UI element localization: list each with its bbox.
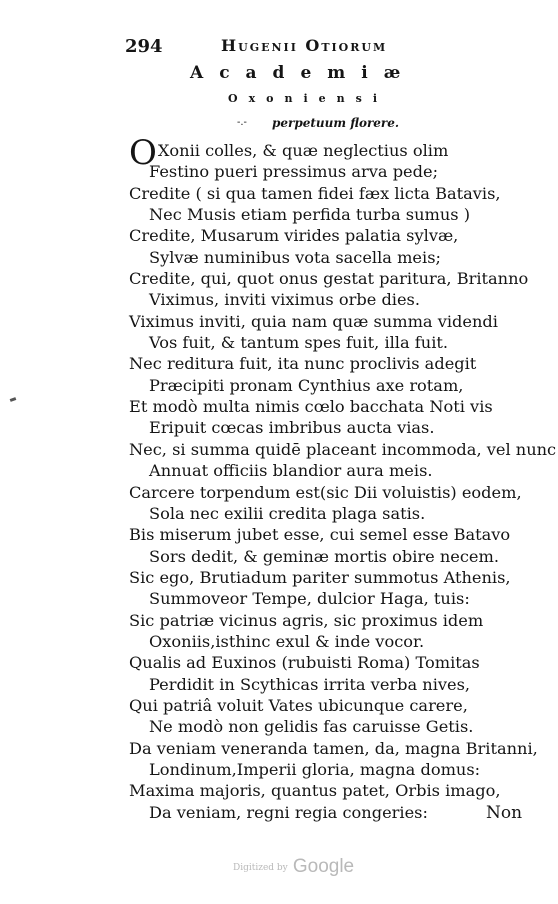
poem-line: Londinum,Imperii gloria, magna domus: xyxy=(149,759,481,779)
poem-line: Carcere torpendum est(sic Dii voluistis) eodem, xyxy=(129,482,522,502)
poem-line: Nec Musis etiam perfida turba sumus ) xyxy=(149,205,471,225)
poem-line: Qui patriâ voluit Vates ubicunque carere, xyxy=(129,695,468,715)
poem-line: Et modò multa nimis cœlo bacchata Noti vis xyxy=(129,397,493,417)
poem-line: Maxima majoris, quantus patet, Orbis imago, xyxy=(129,781,501,801)
digitization-credit xyxy=(233,856,354,878)
poem-line: Da veniam, regni regia congeries: xyxy=(149,802,428,822)
heading-line-1: Academiæ xyxy=(190,63,417,83)
margin-mark xyxy=(10,397,17,402)
poem-line: Festino pueri pressimus arva pede; xyxy=(149,162,439,182)
poem-line: Vos fuit, & tantum spes fuit, illa fuit. xyxy=(149,333,449,353)
poem-line: Bis miserum jubet esse, cui semel esse Batavo xyxy=(129,525,511,545)
poem-line: Sylvæ numinibus vota sacella meis; xyxy=(149,247,441,267)
running-title: Hugenii Otiorum xyxy=(221,36,388,55)
page-number: 294 xyxy=(125,36,163,57)
poem-line: Eripuit cœcas imbribus aucta vias. xyxy=(149,418,435,438)
poem-line: Da veniam veneranda tamen, da, magna Britanni, xyxy=(129,738,538,758)
poem-line: OXonii colles, & quæ neglectius olim xyxy=(129,133,449,173)
poem-line: Sors dedit, & geminæ mortis obire necem. xyxy=(149,546,499,566)
poem-body xyxy=(129,133,557,823)
ornament-mark: -.- xyxy=(237,117,247,128)
poem-line: Nec, si summa quidē placeant incommoda, vel nunc xyxy=(129,439,557,459)
poem-line: Summoveor Tempe, dulcior Haga, tuis: xyxy=(149,589,470,609)
poem-line: Credite ( si qua tamen fidei fæx licta Batavis, xyxy=(129,183,501,203)
poem-line: Credite, qui, quot onus gestat paritura, Britanno xyxy=(129,269,529,289)
heading-line-2: Oxoniensi xyxy=(228,92,389,105)
poem-line: Sic patriæ vicinus agris, sic proximus idem xyxy=(129,610,484,630)
poem-line: Nec reditura fuit, ita nunc proclivis adegit xyxy=(129,354,477,374)
drop-cap: O xyxy=(129,133,157,173)
poem-line: Præcipiti pronam Cynthius axe rotam, xyxy=(149,375,464,395)
heading-line-3: perpetuum florere. xyxy=(272,116,400,130)
poem-line: Ne modò non gelidis fas caruisse Getis. xyxy=(149,717,474,737)
catchword: Non xyxy=(486,803,523,823)
poem-line: Viximus inviti, quia nam quæ summa videndi xyxy=(129,311,498,331)
poem-line: Oxoniis,isthinc exul & inde vocor. xyxy=(149,631,425,651)
poem-line: Qualis ad Euxinos (rubuisti Roma) Tomitas xyxy=(129,653,480,673)
google-logo: Google xyxy=(292,856,355,877)
poem-line: Sola nec exilii credita plaga satis. xyxy=(149,503,426,523)
poem-line: Annuat officiis blandior aura meis. xyxy=(149,461,433,481)
poem-line: Sic ego, Brutiadum pariter summotus Athenis, xyxy=(129,567,511,587)
poem-line: Viximus, inviti viximus orbe dies. xyxy=(149,290,421,310)
digitized-label: Digitized by xyxy=(233,863,288,873)
poem-line: Credite, Musarum virides palatia sylvæ, xyxy=(129,226,459,246)
poem-line: Perdidit in Scythicas irrita verba nives, xyxy=(149,674,471,694)
